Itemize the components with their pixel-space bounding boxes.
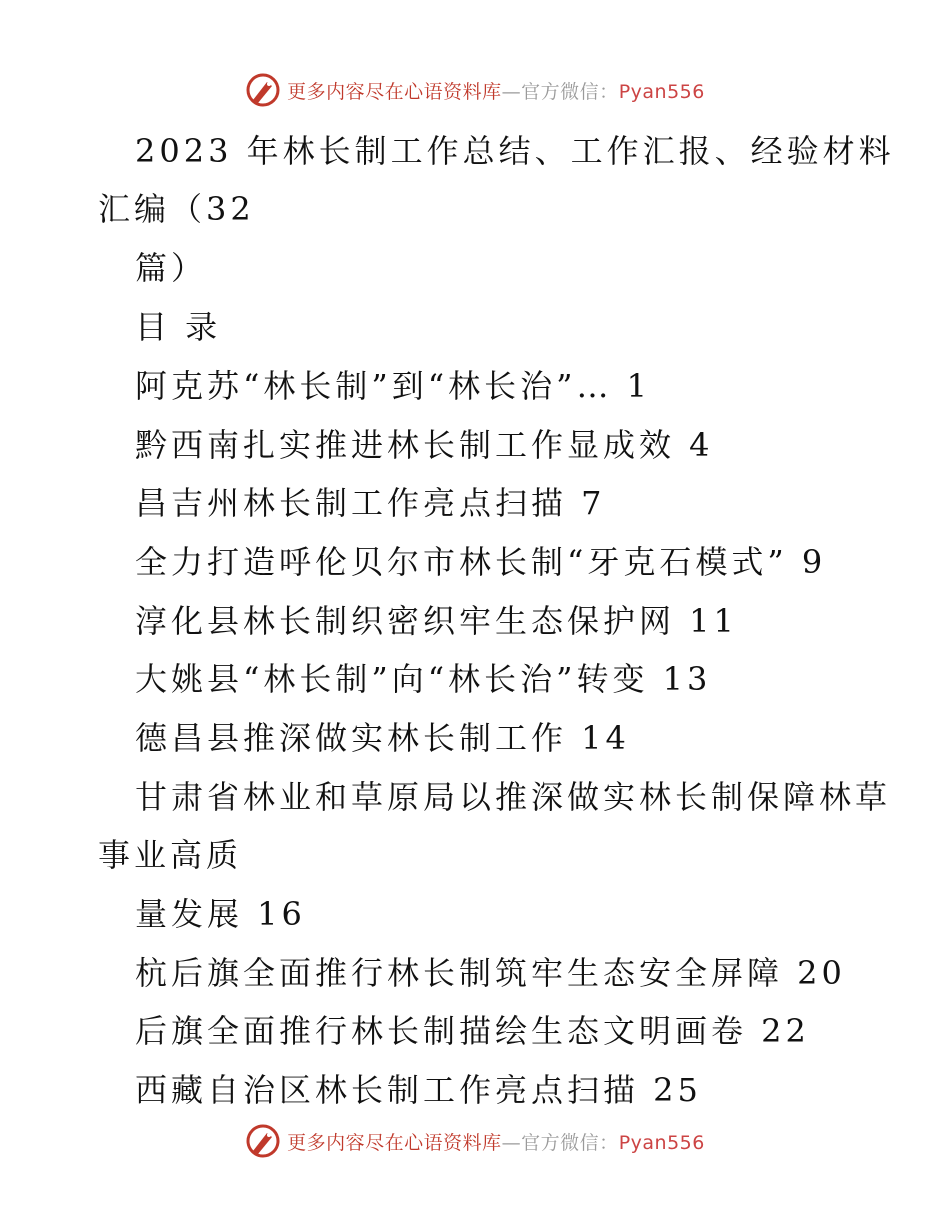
watermark-sep: —官方微信： bbox=[501, 80, 619, 103]
toc-entry[interactable]: 西藏自治区林长制工作亮点扫描 25 bbox=[135, 1071, 702, 1109]
toc-entry[interactable]: 甘肃省林业和草原局以推深做实林长制保障林草 bbox=[135, 778, 892, 816]
watermark-main: 更多内容尽在心语资料库 bbox=[287, 1131, 502, 1154]
toc-entry[interactable]: 全力打造呼伦贝尔市林长制“牙克石模式” 9 bbox=[135, 543, 827, 581]
toc-entry[interactable]: 昌吉州林长制工作亮点扫描 7 bbox=[135, 484, 606, 522]
title-line-2: 汇编（32 bbox=[98, 190, 255, 228]
toc-entry[interactable]: 杭后旗全面推行林长制筑牢生态安全屏障 20 bbox=[135, 954, 846, 992]
watermark-sep: —官方微信： bbox=[501, 1131, 619, 1154]
header-watermark bbox=[0, 70, 950, 110]
toc-entry-continued[interactable]: 事业高质 bbox=[98, 836, 243, 874]
toc-entry[interactable]: 阿克苏“林长制”到“林长治”… 1 bbox=[135, 367, 651, 405]
watermark-wechat-id: Pyan556 bbox=[618, 80, 705, 103]
watermark-main: 更多内容尽在心语资料库 bbox=[287, 80, 502, 103]
toc-entry[interactable]: 后旗全面推行林长制描绘生态文明画卷 22 bbox=[135, 1012, 810, 1050]
watermark-text bbox=[287, 1128, 705, 1155]
toc-entry[interactable]: 德昌县推深做实林长制工作 14 bbox=[135, 719, 630, 757]
title-line-1: 2023 年林长制工作总结、工作汇报、经验材料 bbox=[135, 132, 895, 170]
footer-watermark bbox=[0, 1121, 950, 1161]
toc-entry[interactable]: 大姚县“林长制”向“林长治”转变 13 bbox=[135, 660, 712, 698]
title-line-3: 篇） bbox=[135, 249, 208, 287]
pen-logo-icon bbox=[245, 72, 281, 108]
toc-entry-continued[interactable]: 量发展 16 bbox=[135, 895, 306, 933]
pen-logo-icon bbox=[245, 1123, 281, 1159]
toc-entry[interactable]: 黔西南扎实推进林长制工作显成效 4 bbox=[135, 426, 714, 464]
watermark-text bbox=[287, 77, 705, 104]
toc-heading: 目 录 bbox=[135, 308, 222, 346]
toc-entry[interactable]: 淳化县林长制织密织牢生态保护网 11 bbox=[135, 602, 738, 640]
watermark-wechat-id: Pyan556 bbox=[618, 1131, 705, 1154]
